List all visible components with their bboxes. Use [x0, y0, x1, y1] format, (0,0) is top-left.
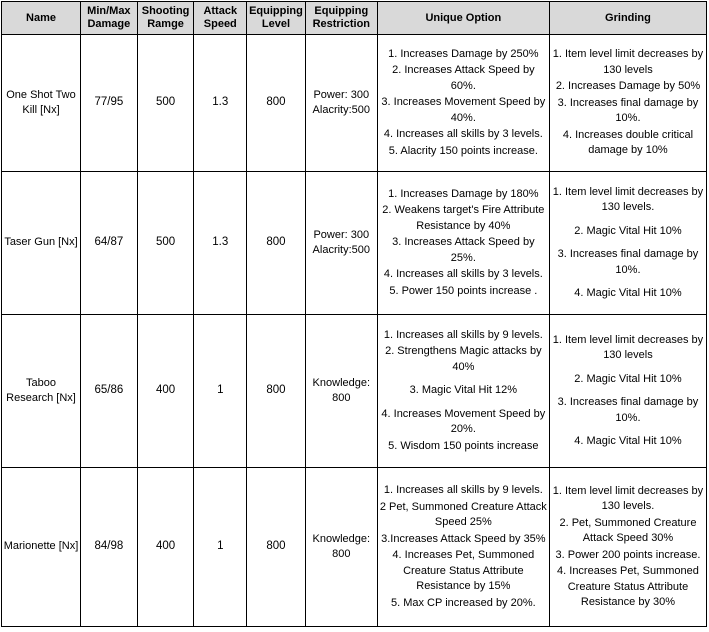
header-row [2, 2, 707, 35]
table-row [2, 468, 707, 627]
weapon-speed: 1 [194, 468, 247, 627]
unique-option-item: 2. Increases Attack Speed by 60%. [392, 64, 535, 92]
unique-option-item: 1. Increases all skills by 9 levels. [383, 328, 543, 341]
grinding-list [549, 315, 706, 468]
grinding-item: 2. Magic Vital Hit 10% [574, 224, 682, 237]
grinding-item: 2. Magic Vital Hit 10% [574, 372, 682, 385]
unique-option-list [377, 35, 549, 172]
unique-option-item: 2 Pet, Summoned Creature Attack Speed 25% [379, 500, 547, 528]
weapon-restriction: Knowledge: 800 [305, 468, 377, 627]
unique-option-list [377, 315, 549, 468]
grinding-item: 3. Power 200 points increase. [555, 548, 701, 561]
weapon-level: 800 [247, 35, 306, 172]
weapon-name: Marionette [Nx] [2, 468, 81, 627]
weapon-range: 500 [137, 172, 194, 315]
weapon-damage: 64/87 [81, 172, 138, 315]
grinding-list [549, 468, 706, 627]
weapon-level: 800 [247, 172, 306, 315]
weapon-range: 400 [137, 468, 194, 627]
weapon-speed: 1.3 [194, 172, 247, 315]
grinding-item: 4. Magic Vital Hit 10% [574, 435, 682, 447]
unique-option-item: 3.Increases Attack Speed by 35% [381, 532, 546, 545]
unique-option-item: 2. Strengthens Magic attacks by 40% [385, 345, 542, 373]
weapon-restriction: Power: 300 Alacrity:500 [305, 172, 377, 315]
grinding-item: 1. Item level limit decreases by 130 levels. [552, 484, 704, 512]
grinding-item: 1. Item level limit decreases by 130 levels [552, 48, 704, 76]
unique-option-item: 4. Increases all skills by 3 levels. [383, 128, 543, 141]
header-speed: Attack Speed [194, 2, 247, 35]
weapon-range: 400 [137, 315, 194, 468]
grinding-item: 4. Increases double critical damage by 10% [562, 128, 694, 157]
unique-option-item: 4. Increases all skills by 3 levels. [383, 268, 543, 281]
unique-option-item: 1. Increases all skills by 9 levels. [383, 484, 543, 496]
header-damage: Min/Max Damage [81, 2, 138, 35]
unique-option-list [377, 172, 549, 315]
weapon-level: 800 [247, 468, 306, 627]
unique-option-item: 3. Increases Movement Speed by 40%. [381, 96, 546, 124]
grinding-item: 2. Increases Damage by 50% [555, 80, 701, 93]
grinding-item: 1. Item level limit decreases by 130 levels. [552, 185, 704, 213]
unique-option-list [377, 468, 549, 627]
grinding-list [549, 172, 706, 315]
grinding-item: 2. Pet, Summoned Creature Attack Speed 30% [559, 516, 697, 544]
unique-option-item: 4. Increases Movement Speed by 20%. [381, 407, 546, 436]
weapon-damage: 77/95 [81, 35, 138, 172]
weapon-damage: 65/86 [81, 315, 138, 468]
weapon-name: Taser Gun [Nx] [2, 172, 81, 315]
weapon-speed: 1 [194, 315, 247, 468]
grinding-item: 3. Increases final damage by 10%. [557, 96, 699, 125]
unique-option-item: 5. Max CP increased by 20%. [390, 596, 536, 609]
weapon-speed: 1.3 [194, 35, 247, 172]
grinding-list [549, 35, 706, 172]
weapon-restriction: Knowledge: 800 [305, 315, 377, 468]
unique-option-item: 5. Power 150 points increase . [389, 284, 538, 297]
weapon-name: One Shot Two Kill [Nx] [2, 35, 81, 172]
weapon-range: 500 [137, 35, 194, 172]
grinding-item: 3. Increases final damage by 10%. [557, 396, 699, 424]
unique-option-item: 3. Increases Attack Speed by 25%. [392, 236, 535, 264]
unique-option-item: 2. Weakens target's Fire Attribute Resistance by 40% [382, 204, 545, 232]
weapon-restriction: Power: 300 Alacrity:500 [305, 35, 377, 172]
weapon-level: 800 [247, 315, 306, 468]
grinding-item: 4. Magic Vital Hit 10% [574, 287, 682, 299]
unique-option-item: 5. Wisdom 150 points increase [388, 439, 539, 452]
grinding-item: 4. Increases Pet, Summoned Creature Status Attribute Resistance by 30% [557, 565, 699, 608]
weapon-options-table [1, 1, 707, 627]
header-name: Name [2, 2, 81, 35]
unique-option-item: 3. Magic Vital Hit 12% [409, 384, 518, 397]
unique-option-item: 1. Increases Damage by 180% [388, 187, 539, 200]
table-row [2, 35, 707, 172]
header-level: Equipping Level [247, 2, 306, 35]
header-range: Shooting Ramge [137, 2, 194, 35]
weapon-damage: 84/98 [81, 468, 138, 627]
header-grinding: Grinding [549, 2, 706, 35]
unique-option-item: 4. Increases Pet, Summoned Creature Status Attribute Resistance by 15% [392, 549, 535, 592]
grinding-item: 3. Increases final damage by 10%. [557, 248, 699, 276]
table-row [2, 172, 707, 315]
weapon-name: Taboo Research [Nx] [2, 315, 81, 468]
grinding-item: 1. Item level limit decreases by 130 levels [552, 333, 704, 361]
header-restriction: Equipping Restriction [305, 2, 377, 35]
unique-option-item: 5. Alacrity 150 points increase. [388, 144, 538, 157]
unique-option-item: 1. Increases Damage by 250% [388, 47, 539, 60]
table-row [2, 315, 707, 468]
header-unique-option: Unique Option [377, 2, 549, 35]
